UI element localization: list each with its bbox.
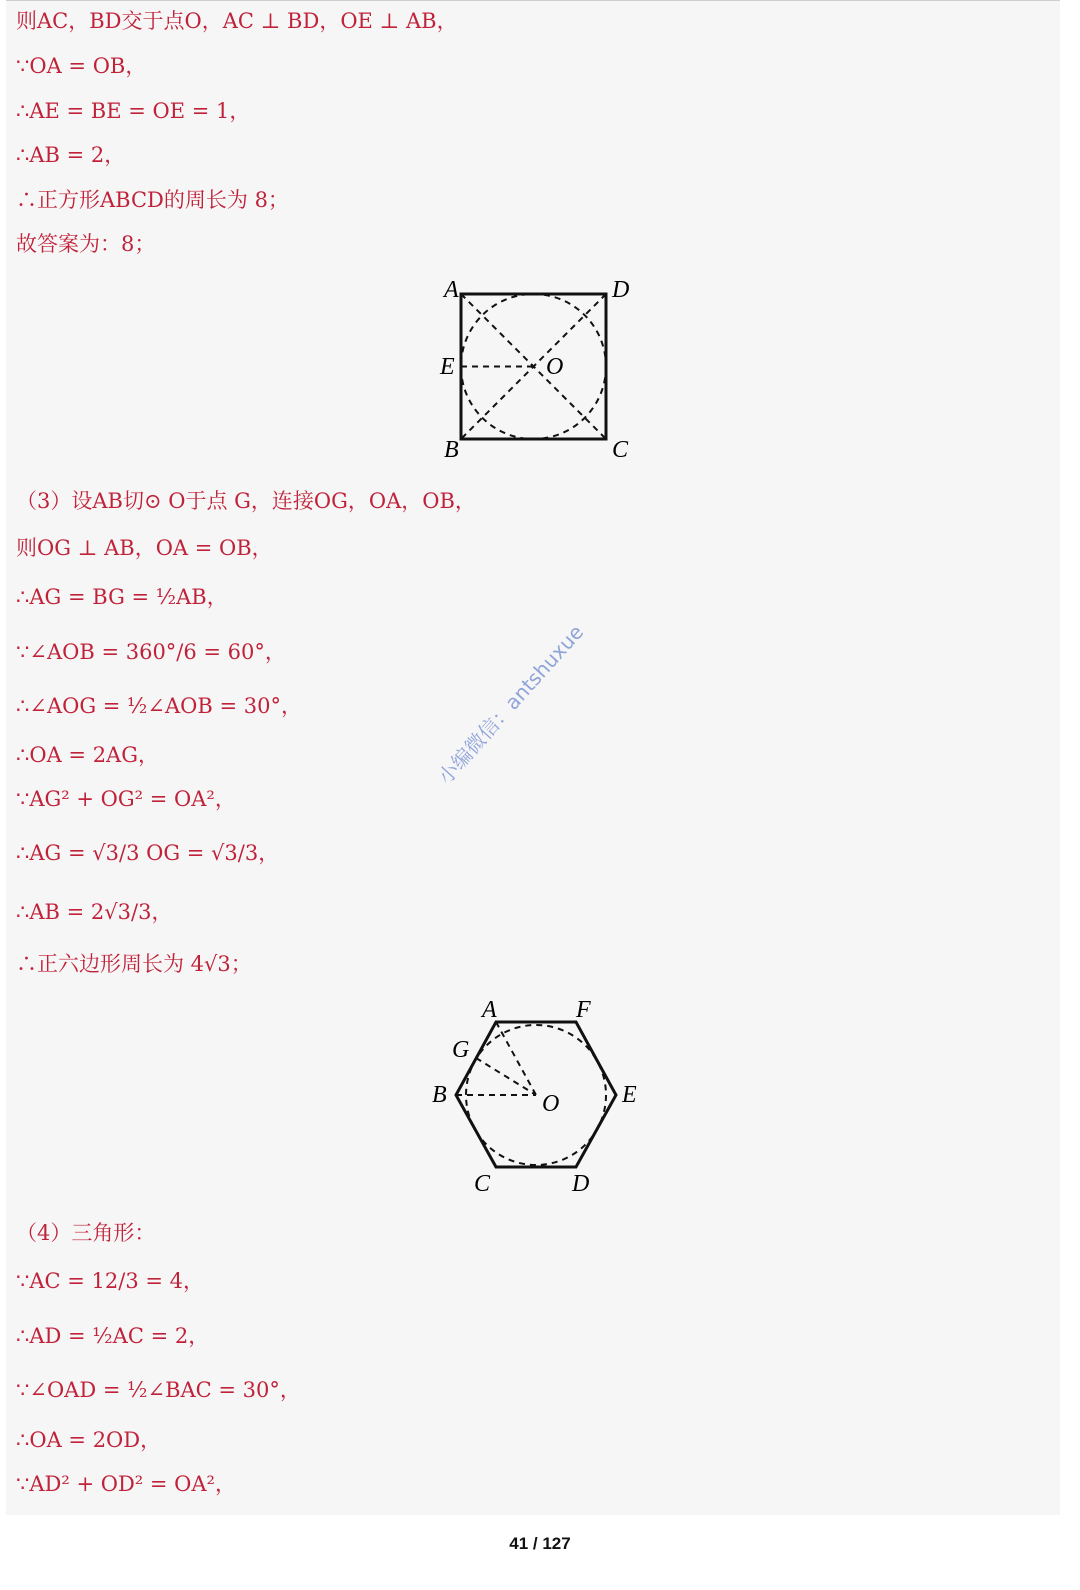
vertex-label-f: F <box>576 997 591 1023</box>
solution-line: 则AC，BD交于点O，AC ⊥ BD，OE ⊥ AB， <box>16 9 458 33</box>
solution-line: ∴OA = 2AG， <box>16 743 159 767</box>
vertex-label-c: C <box>612 437 629 463</box>
solution-line: ∴正方形ABCD的周长为 8； <box>16 188 289 212</box>
solution-line: ∴AB = 2， <box>16 143 126 167</box>
solution-line: ∴∠AOG = ½∠AOB = 30°， <box>16 694 302 718</box>
vertex-label-d: D <box>572 1171 590 1197</box>
vertex-label-d: D <box>612 277 630 303</box>
solution-line: ∵AG² + OG² = OA²， <box>16 787 236 811</box>
solution-line: ∵∠OAD = ½∠BAC = 30°， <box>16 1378 301 1402</box>
solution-line: ∴AD = ½AC = 2， <box>16 1324 210 1348</box>
solution-line: ∴AB = 2√3/3， <box>16 900 173 924</box>
solution-line: ∵∠AOB = 360°/6 = 60°， <box>16 640 286 664</box>
solution-line: ∵AC = 12/3 = 4， <box>16 1269 205 1293</box>
vertex-label-b: B <box>432 1082 447 1108</box>
vertex-label-a: A <box>482 997 497 1023</box>
solution-line: ∴正六边形周长为 4√3； <box>16 952 252 976</box>
solution-line: ∴AE = BE = OE = 1， <box>16 99 251 123</box>
answer-line: 故答案为：8； <box>16 232 156 256</box>
part-4-heading: （4）三角形： <box>16 1221 156 1245</box>
solution-line: 则OG ⊥ AB，OA = OB， <box>16 536 273 560</box>
solution-line: ∵OA = OB， <box>16 54 147 78</box>
page-number: 41 / 127 <box>509 1534 571 1553</box>
center-label-o: O <box>542 1091 560 1117</box>
vertex-label-a: A <box>444 277 459 303</box>
document-page <box>6 0 1060 1515</box>
point-label-e: E <box>440 354 455 380</box>
center-label-o: O <box>546 354 564 380</box>
solution-line: ∵AD² + OD² = OA²， <box>16 1472 236 1496</box>
part-3-heading: （3）设AB切⊙ O于点 G，连接OG，OA，OB， <box>16 489 476 513</box>
watermark-text: 小编微信：antshuxue <box>432 620 589 789</box>
vertex-label-e: E <box>622 1082 637 1108</box>
vertex-label-c: C <box>474 1171 491 1197</box>
solution-line: ∴AG = √3/3 OG = √3/3， <box>16 841 280 865</box>
solution-line: ∴OA = 2OD， <box>16 1428 162 1452</box>
vertex-label-b: B <box>444 437 459 463</box>
point-label-g: G <box>452 1037 470 1063</box>
solution-line: ∴AG = BG = ½AB， <box>16 585 228 609</box>
hexagon-circle-figure <box>416 991 666 1201</box>
square-circle-figure <box>426 269 656 469</box>
